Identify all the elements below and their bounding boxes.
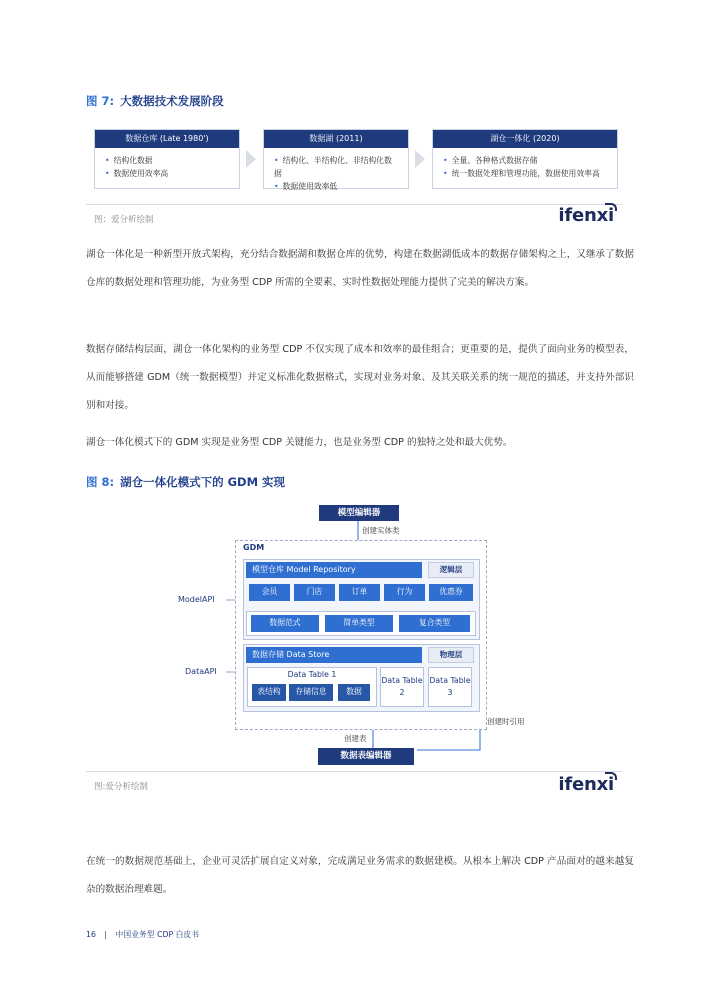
physical-layer-tag: 物理层 [428,647,474,663]
entity-member: 会员 [249,584,290,601]
logic-layer-tag: 逻辑层 [428,562,474,578]
ifenxi-logo: ifenxi [558,774,614,795]
stage-title: 数据湖 (2011) [264,130,408,148]
stage-bullet: • 统一数据处理和管理功能，数据使用效率高 [443,167,607,180]
data-store-bar: 数据存储 Data Store [246,647,422,663]
figure-8-source-row [86,771,622,797]
gdm-label: GDM [243,543,265,552]
create-table-label: 创建表 [344,734,367,743]
stage-title: 数据仓库 (Late 1980') [95,130,239,148]
model-repository-bar: 模型仓库 Model Repository [246,562,422,578]
figure-8-number: 图 8: [86,475,115,489]
ifenxi-logo: ifenxi [558,205,614,226]
figure-7-number: 图 7: [86,94,115,108]
chip-storage-info: 存储信息 [289,684,333,701]
create-entity-label: 创建实体类 [362,526,400,535]
data-table-1-label: Data Table 1 [287,670,337,679]
model-editor-box: 模型编辑器 [319,505,399,521]
stage-bullet: • 数据使用效率低 [274,180,398,193]
data-table-2: Data Table 2 [380,667,424,707]
table-editor-box: 数据表编辑器 [318,748,414,765]
data-api-label: DataAPI [185,667,217,676]
closing-paragraph: 在统一的数据规范基础上，企业可灵活扩展自定义对象，完成满足业务需求的数据建模。从根本上解决 CDP 产品面对的越来越复杂的数据治理难题。 [86,856,634,895]
type-data-paradigm: 数据范式 [251,615,319,632]
entity-coupon: 优惠券 [429,584,473,601]
chip-schema: 表结构 [252,684,286,701]
model-api-label: ModelAPI [178,595,215,604]
stage-bullet: • 全量、各种格式数据存储 [443,154,607,167]
figure-source: 图:爱分析绘制 [94,782,148,792]
figure-7-caption: 大数据技术发展阶段 [120,94,224,108]
footer-separator: | [104,930,108,939]
data-table-3: Data Table 3 [428,667,472,707]
page-footer [86,929,199,940]
create-reference-label: 创建时引用 [487,717,525,726]
type-composite: 复合类型 [399,615,470,632]
paragraph-2: 数据存储结构层面，湖仓一体化架构的业务型 CDP 不仅实现了成本和效率的最佳组合；更重要的是，提供了面向业务的模型表，从而能够搭建 GDM（统一数据模型）并定义标准化数据格式，实现对业务对象、及其关联关系的统一规范的描述，并支持外部识别和对接。 [86,344,634,411]
document-title: 中国业务型 CDP 白皮书 [115,930,200,939]
paragraph-3: 湖仓一体化模式下的 GDM 实现是业务型 CDP 关键能力，也是业务型 CDP 的独特之处和最大优势。 [86,437,513,448]
stage-title: 湖仓一体化 (2020) [433,130,617,148]
page-number: 16 [86,930,96,939]
type-simple: 简单类型 [325,615,393,632]
entity-order: 订单 [339,584,380,601]
entity-behavior: 行为 [384,584,425,601]
stage-bullet: • 结构化数据 [105,154,229,167]
chip-data: 数据 [338,684,370,701]
entity-store: 门店 [294,584,335,601]
figure-source: 图：爱分析绘制 [94,215,154,225]
paragraph-1: 湖仓一体化是一种新型开放式架构，充分结合数据湖和数据仓库的优势，构建在数据湖低成本的数据存储架构之上，又继承了数据仓库的数据处理和管理功能，为业务型 CDP 所需的全要素、实时性数据处理能力提供了完美的解决方案。 [86,249,634,288]
figure-8-caption: 湖仓一体化模式下的 GDM 实现 [120,475,286,489]
stage-bullet: • 结构化、半结构化、非结构化数据 [274,154,398,180]
stage-bullet: • 数据使用效率高 [105,167,229,180]
